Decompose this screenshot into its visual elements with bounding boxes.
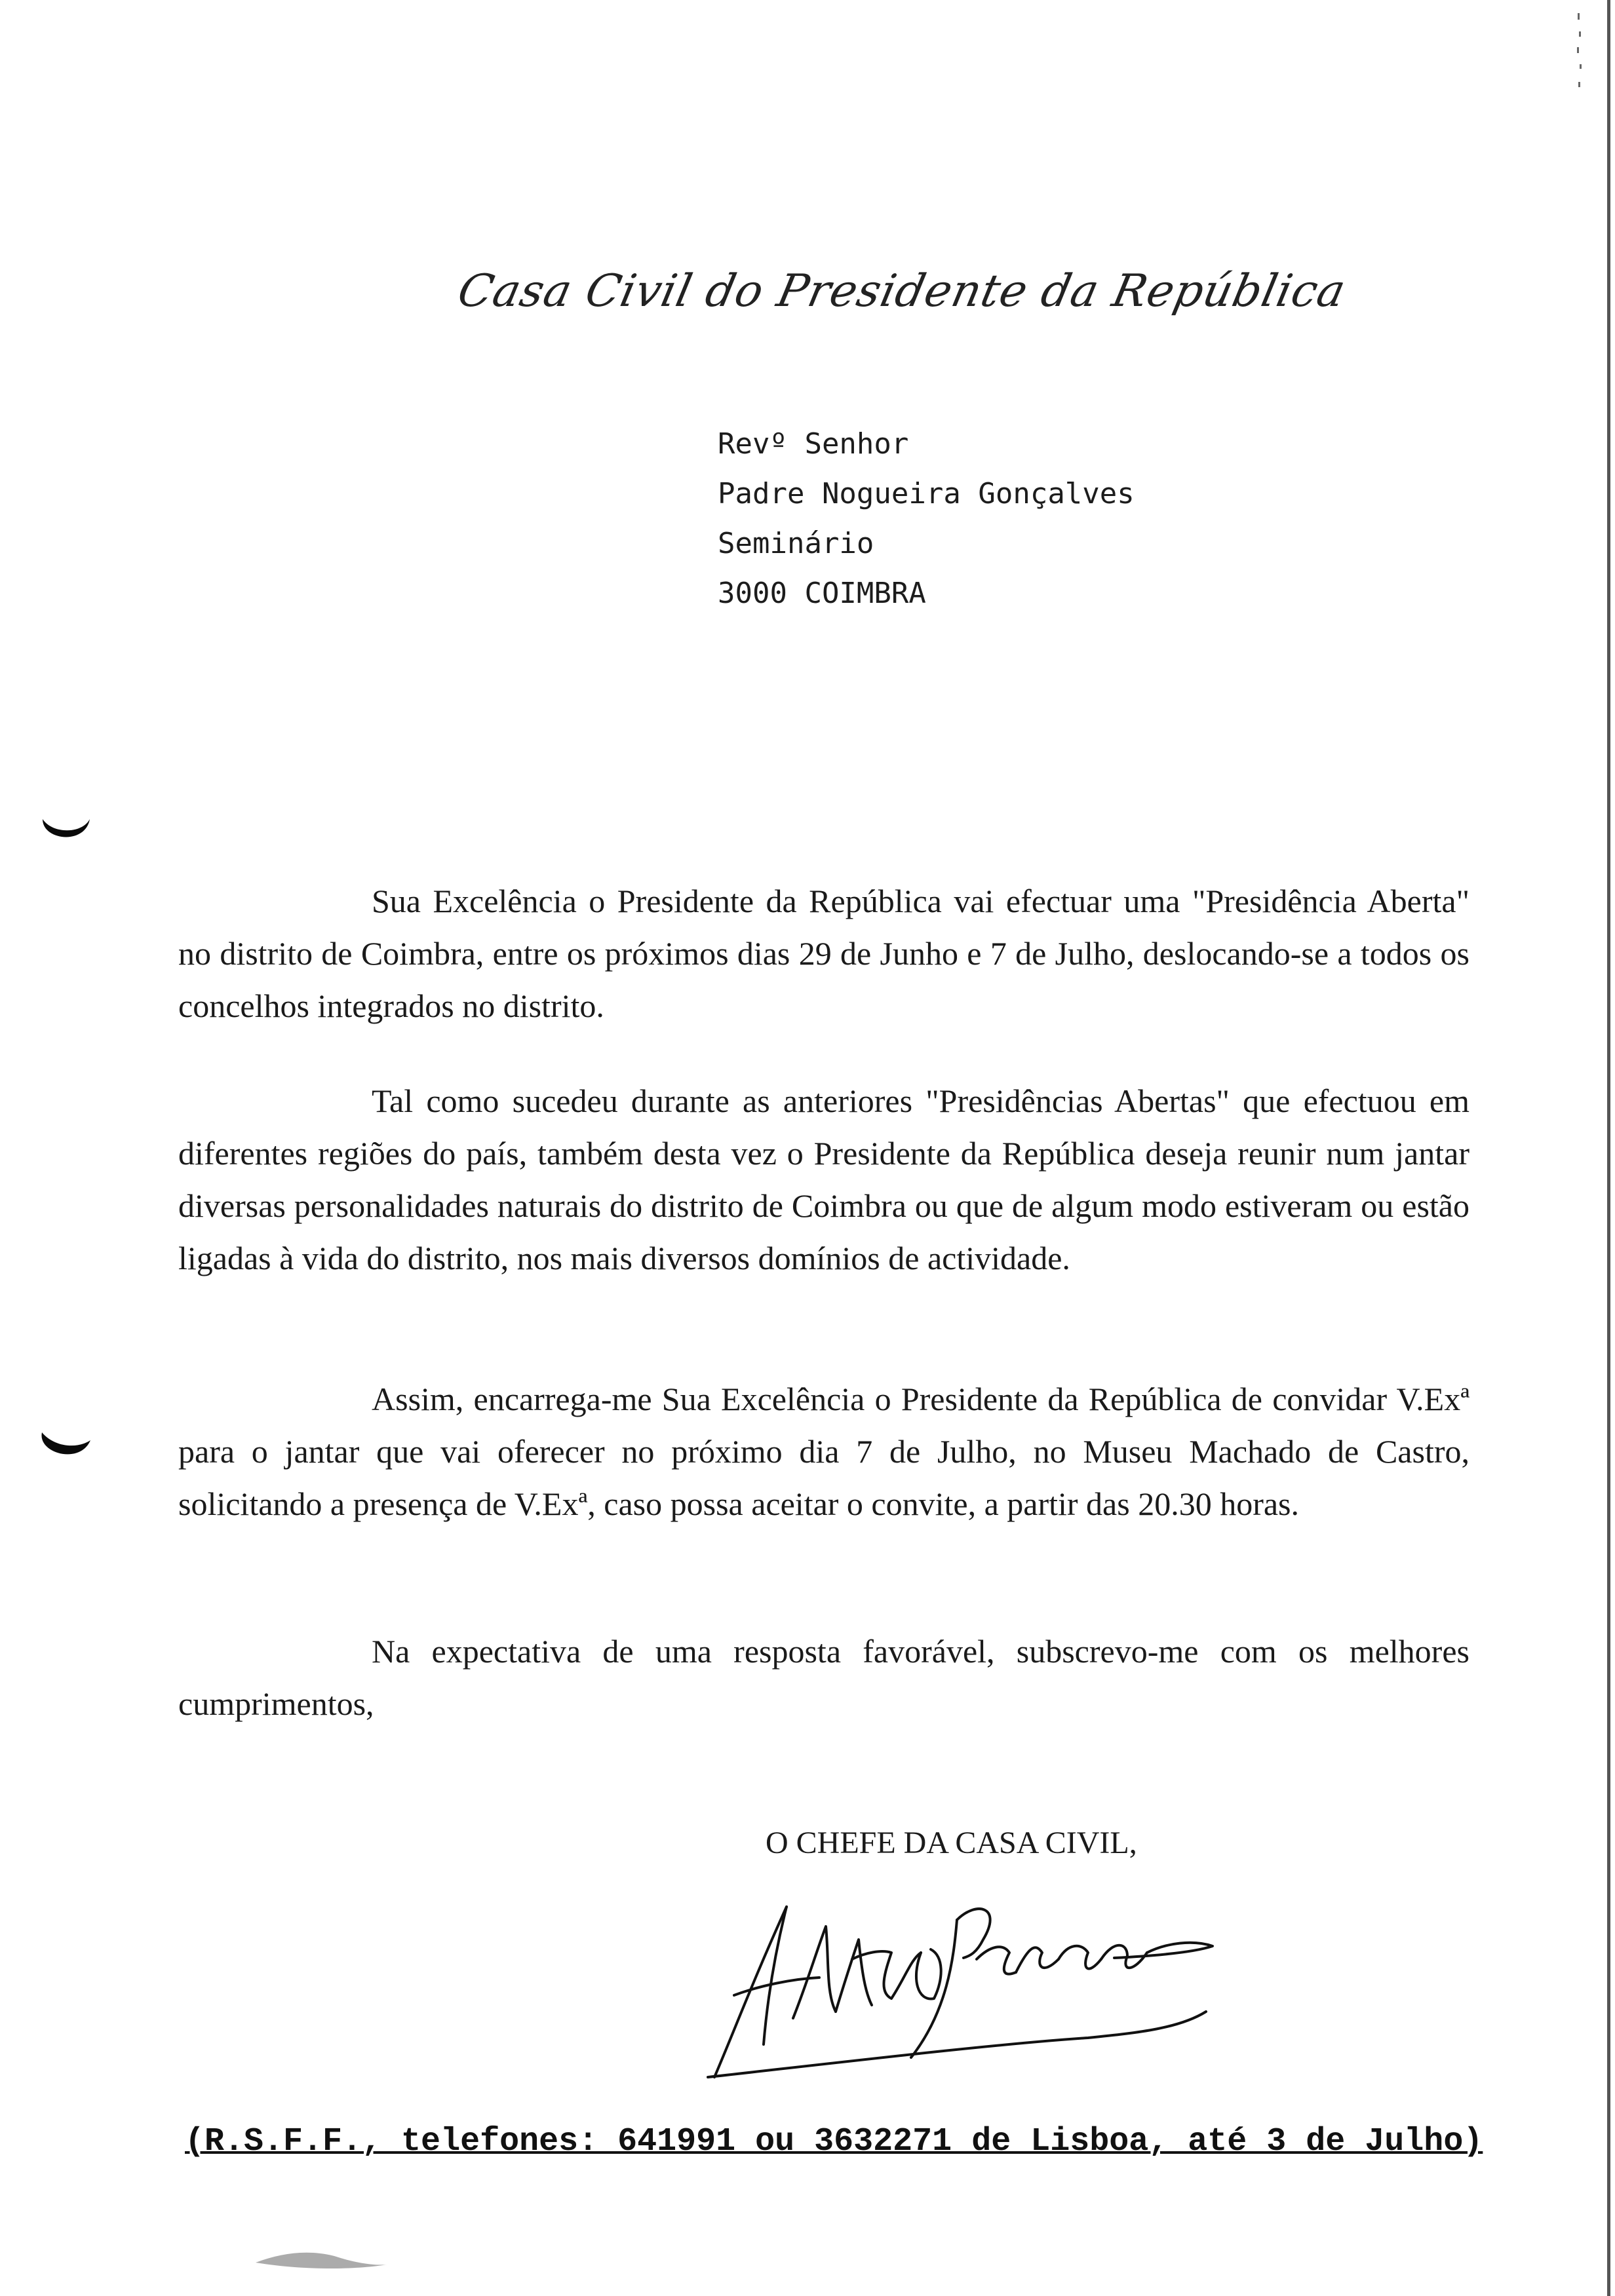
paragraph-4: Na expectativa de uma resposta favorável, subscrevo-me com os melhores cumprimentos, xyxy=(178,1633,1469,1722)
paragraph-1: Sua Excelência o Presidente da República vai efectuar uma "Presidência Aberta" no distrito de Coimbra, entre os próximos dias 29 de Junho e 7 de Julho, deslocando-se a todos os concelhos integrados no distrito. xyxy=(178,883,1469,1024)
recipient-line-city: 3000 COIMBRA xyxy=(718,577,926,610)
recipient-line-institution: Seminário xyxy=(718,527,874,560)
closing-title: O CHEFE DA CASA CIVIL, xyxy=(766,1826,1137,1860)
scan-smudge xyxy=(256,2246,387,2272)
recipient-address xyxy=(718,419,1135,619)
scan-margin-marks xyxy=(1570,0,1596,105)
punch-hole-top xyxy=(36,805,95,857)
letterhead: Casa Civil do Presidente da República xyxy=(453,265,1351,317)
punch-hole-bottom xyxy=(34,1421,96,1473)
footer-rsvp-note: (R.S.F.F., telefones: 641991 ou 3632271 de Lisboa, até 3 de Julho) xyxy=(185,2123,1483,2160)
paragraph-2: Tal como sucedeu durante as anteriores "Presidências Abertas" que efectuou em diferentes regiões do país, também desta vez o Presidente da República deseja reunir num jantar diversas personalidades naturais do distrito de Coimbra ou que de algum modo estiveram ou estão ligadas à vida do distrito, nos mais diversos domínios de actividade. xyxy=(178,1082,1469,1276)
handwritten-signature xyxy=(695,1881,1232,2084)
scan-edge-line xyxy=(1607,0,1610,2296)
paragraph-3: Assim, encarrega-me Sua Excelência o Presidente da República de convidar V.Exª para o jantar que vai oferecer no próximo dia 7 de Julho, no Museu Machado de Castro, solicitando a presença de V.Exª, caso possa aceitar o convite, a partir das 20.30 horas. xyxy=(178,1381,1469,1522)
recipient-line-name: Padre Nogueira Gonçalves xyxy=(718,477,1135,510)
recipient-line-title: Revº Senhor xyxy=(718,427,909,461)
